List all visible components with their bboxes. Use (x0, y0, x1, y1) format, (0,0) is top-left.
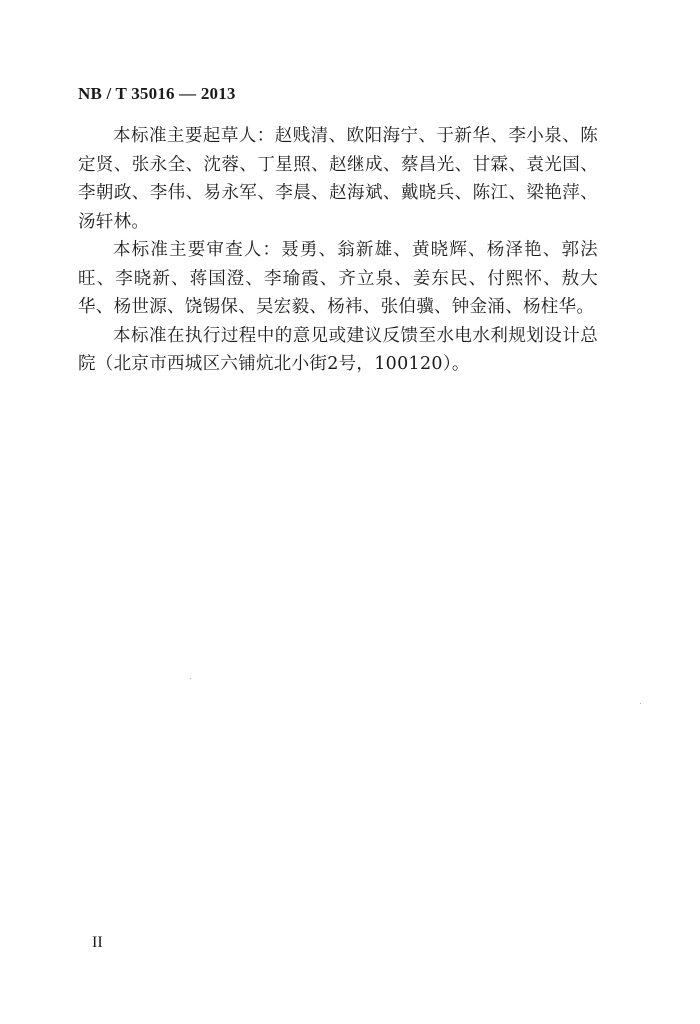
feedback-paragraph: 本标准在执行过程中的意见或建议反馈至水电水利规划设计总院（北京市西城区六铺炕北小街2号，100120）。 (78, 325, 598, 374)
page-number: II (92, 934, 103, 951)
drafters-paragraph: 本标准主要起草人：赵贱清、欧阳海宁、于新华、李小泉、陈定贤、张永全、沈蓉、丁星照、赵继成、蔡昌光、甘霖、袁光国、李朝政、李伟、易永军、李晨、赵海斌、戴晓兵、陈江、梁艳萍、汤轩林。 (78, 126, 598, 232)
reviewers-paragraph: 本标准主要审查人：聂勇、翁新雄、黄晓辉、杨泽艳、郭法旺、李晓新、蒋国澄、李瑜霞、齐立泉、姜东民、付熙怀、敖大华、杨世源、饶锡保、吴宏毅、杨袆、张伯骥、钟金涌、杨柱华。 (78, 240, 598, 317)
scan-speck (190, 678, 191, 679)
scan-speck (640, 703, 641, 704)
standard-code: NB / T 35016 — 2013 (78, 84, 236, 103)
document-body (78, 122, 598, 379)
